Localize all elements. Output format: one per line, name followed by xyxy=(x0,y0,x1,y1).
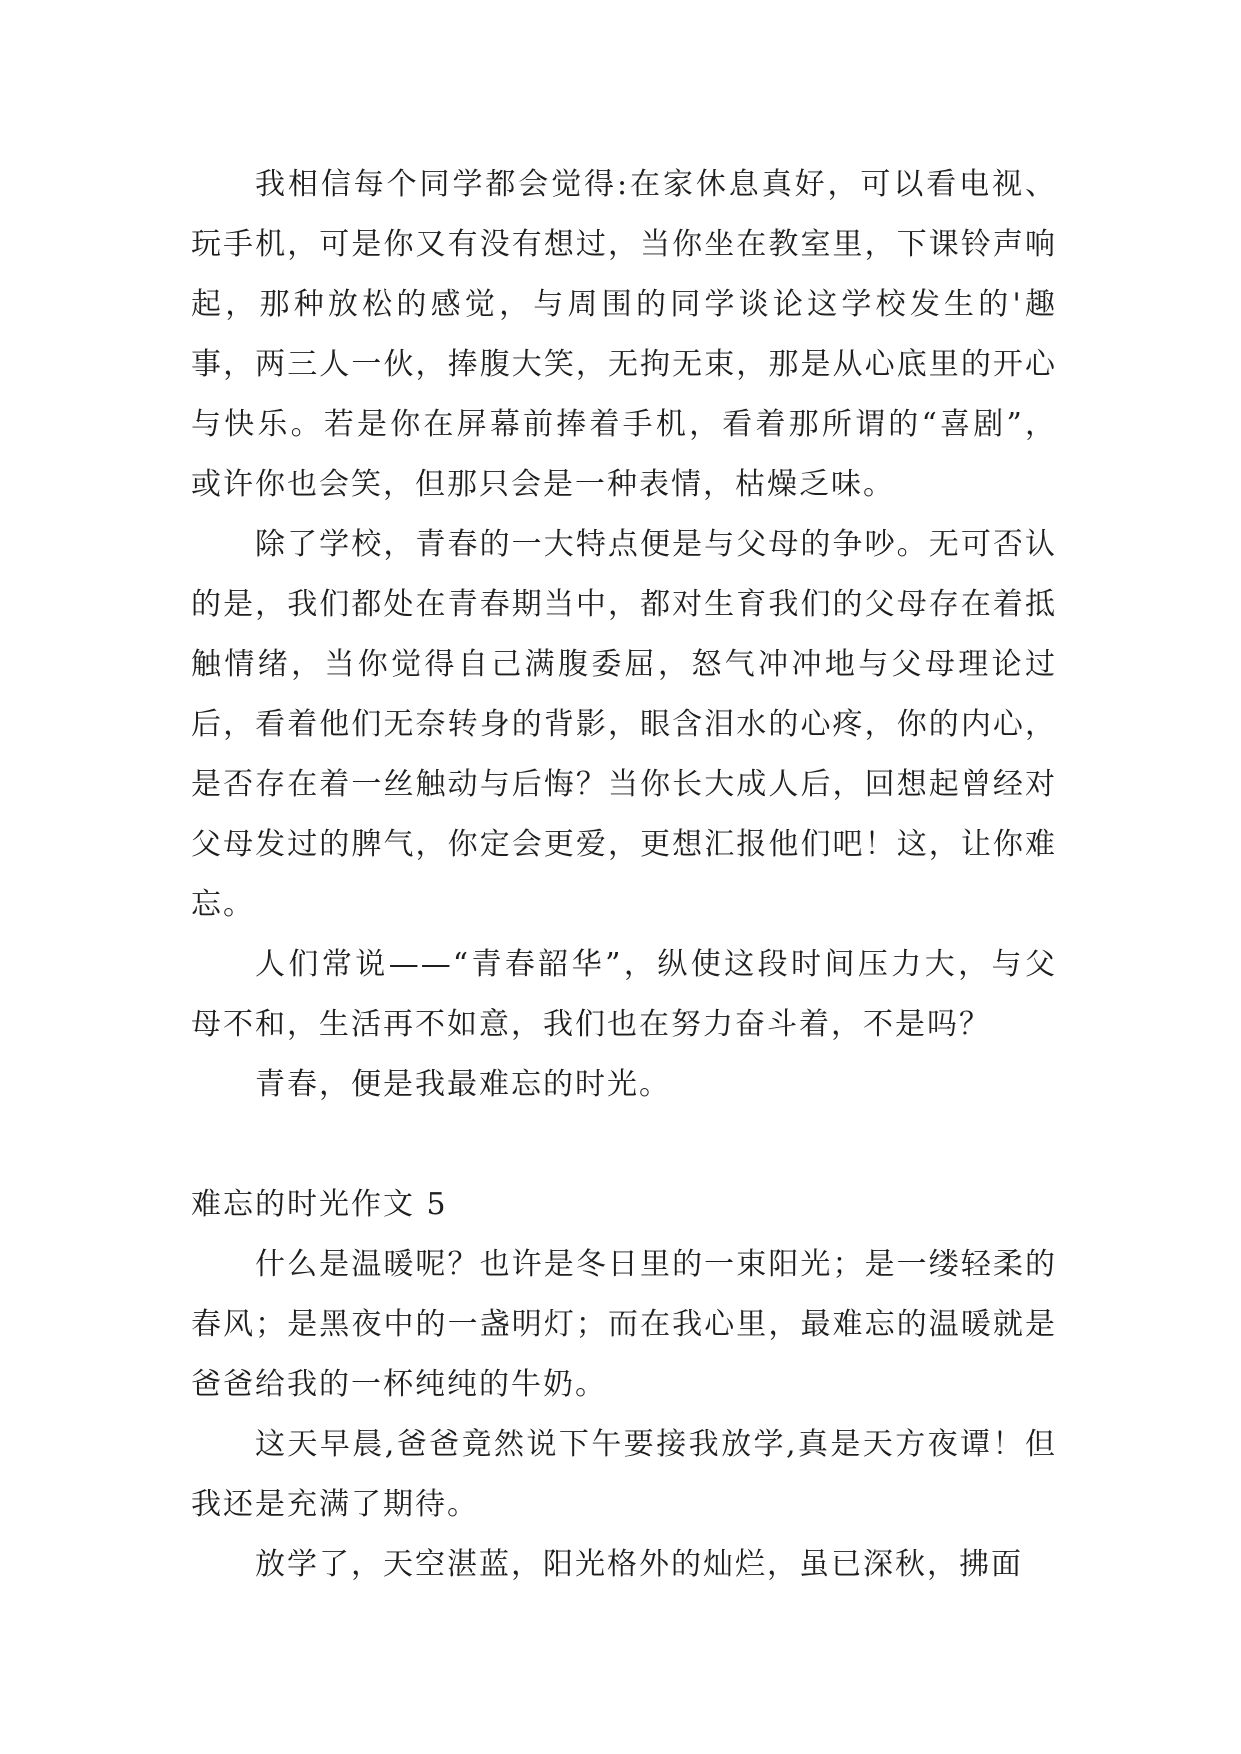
paragraph: 青春，便是我最难忘的时光。 xyxy=(255,1067,671,1102)
paragraph: 这天早晨,爸爸竟然说下午要接我放学,真是天方夜谭！但我还是充满了期待。 xyxy=(191,1427,1057,1522)
paragraph: 放学了，天空湛蓝，阳光格外的灿烂，虽已深秋，拂面 xyxy=(255,1547,1023,1582)
paragraph: 我相信每个同学都会觉得:在家休息真好，可以看电视、玩手机，可是你又有没有想过，当你坐在教室里，下课铃声响起，那种放松的感觉，与周围的同学谈论这学校发生的'趣事，两三人一伙，捧腹大笑，无拘无束，那是从心底里的开心与快乐。若是你在屏幕前捧着手机，看着那所谓的“喜剧”，或许你也会笑，但那只会是一种表情，枯燥乏味。 xyxy=(191,167,1057,502)
paragraph: 什么是温暖呢？也许是冬日里的一束阳光；是一缕轻柔的春风；是黑夜中的一盏明灯；而在我心里，最难忘的温暖就是爸爸给我的一杯纯纯的牛奶。 xyxy=(191,1247,1057,1402)
section-heading: 难忘的时光作文 5 xyxy=(191,1187,448,1222)
paragraph: 除了学校，青春的一大特点便是与父母的争吵。无可否认的是，我们都处在青春期当中，都对生育我们的父母存在着抵触情绪，当你觉得自己满腹委屈，怒气冲冲地与父母理论过后，看着他们无奈转身的背影，眼含泪水的心疼，你的内心，是否存在着一丝触动与后悔？当你长大成人后，回想起曾经对父母发过的脾气，你定会更爱，更想汇报他们吧！这，让你难忘。 xyxy=(191,527,1057,922)
document-page xyxy=(191,155,1057,1595)
paragraph: 人们常说——“青春韶华”，纵使这段时间压力大，与父母不和，生活再不如意，我们也在努力奋斗着，不是吗？ xyxy=(191,947,1057,1042)
